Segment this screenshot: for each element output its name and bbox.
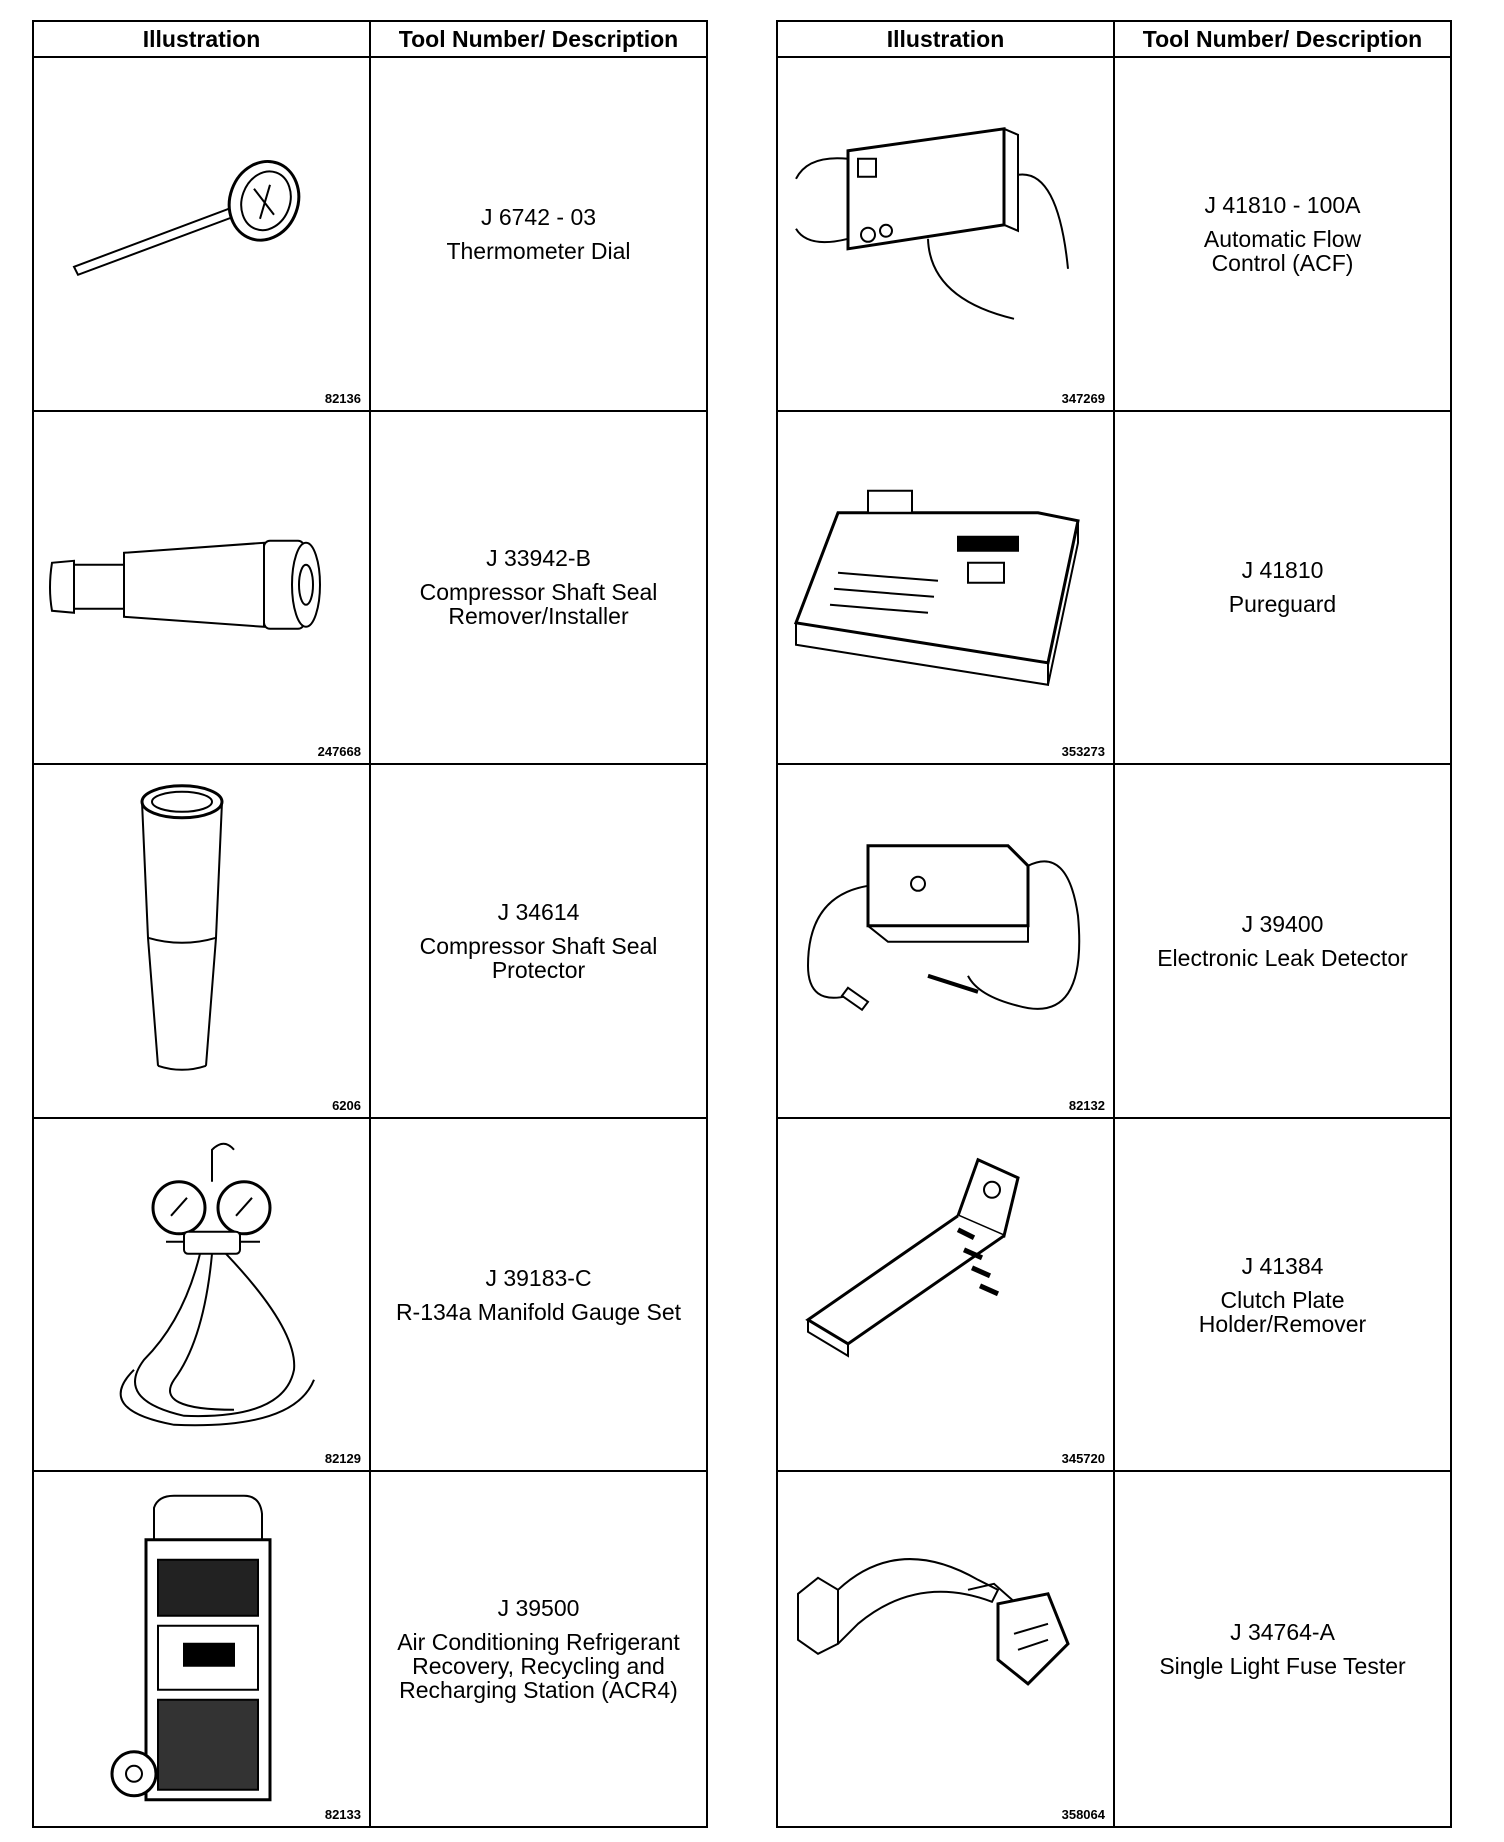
tool-description-cell	[371, 765, 706, 1119]
tool-description-line: Air Conditioning Refrigerant	[397, 1629, 680, 1656]
figure-number: 82129	[324, 1451, 361, 1467]
illustration-cell	[34, 1472, 371, 1826]
tool-number: J 34614	[497, 898, 580, 925]
tool-description-cell	[1115, 1472, 1450, 1826]
tool-description-line: Protector	[491, 956, 586, 983]
tool-number: J 33942-B	[486, 545, 591, 572]
tool-description-cell	[371, 412, 706, 766]
illustration-cell	[778, 412, 1115, 766]
figure-number: 6206	[332, 1097, 361, 1113]
figure-number: 358064	[1061, 1807, 1105, 1822]
header-illustration: Illustration	[34, 22, 371, 58]
tool-description-line: Recovery, Recycling and	[412, 1653, 665, 1680]
tool-number: J 6742 - 03	[480, 203, 597, 230]
tool-table-left	[32, 20, 708, 1828]
tool-description-line: Thermometer Dial	[446, 237, 631, 264]
header-illustration: Illustration	[778, 22, 1115, 58]
tool-number: J 39183-C	[485, 1264, 592, 1291]
tool-number: J 39500	[497, 1595, 580, 1622]
tool-description-cell	[1115, 765, 1450, 1119]
figure-number: 353273	[1061, 744, 1105, 760]
tool-description-line: Automatic Flow	[1203, 225, 1362, 252]
tool-description-cell	[371, 1472, 706, 1826]
tool-description-line: Remover/Installer	[448, 603, 629, 630]
illustration-cell	[34, 412, 371, 766]
tool-description-line: Holder/Remover	[1198, 1310, 1367, 1337]
tool-description-cell	[1115, 58, 1450, 412]
figure-number: 82133	[324, 1807, 361, 1822]
illustration-cell	[34, 1119, 371, 1473]
figure-number: 347269	[1061, 390, 1105, 406]
tool-description-line: Compressor Shaft Seal	[419, 579, 658, 606]
tool-table-right	[776, 20, 1452, 1828]
illustration-cell	[34, 58, 371, 412]
figure-number: 82136	[324, 390, 361, 406]
tool-number: J 34764-A	[1230, 1619, 1335, 1646]
tool-description-cell	[371, 1119, 706, 1473]
figure-number: 247668	[317, 744, 361, 760]
tool-description-line: Single Light Fuse Tester	[1159, 1653, 1406, 1680]
tool-description-line: Electronic Leak Detector	[1157, 944, 1408, 971]
illustration-cell	[778, 58, 1115, 412]
illustration-cell	[778, 1472, 1115, 1826]
tool-number: J 41810	[1241, 557, 1324, 584]
illustration-cell	[34, 765, 371, 1119]
tool-description-line: Compressor Shaft Seal	[419, 932, 658, 959]
illustration-cell	[778, 1119, 1115, 1473]
tool-description-line: Pureguard	[1228, 591, 1337, 618]
tool-number: J 41384	[1241, 1252, 1324, 1279]
header-tool-description: Tool Number/ Description	[371, 22, 706, 58]
figure-number: 345720	[1061, 1451, 1105, 1467]
tool-description-line: Recharging Station (ACR4)	[399, 1677, 678, 1704]
tool-number: J 41810 - 100A	[1204, 191, 1361, 218]
header-tool-description: Tool Number/ Description	[1115, 22, 1450, 58]
tool-description-cell	[1115, 412, 1450, 766]
tool-description-line: Clutch Plate	[1220, 1286, 1345, 1313]
figure-number: 82132	[1068, 1097, 1105, 1113]
illustration-cell	[778, 765, 1115, 1119]
tool-description-line: R-134a Manifold Gauge Set	[395, 1298, 682, 1325]
tool-number: J 39400	[1241, 910, 1324, 937]
tool-description-cell	[1115, 1119, 1450, 1473]
tool-description-line: Control (ACF)	[1211, 249, 1354, 276]
tool-description-cell	[371, 58, 706, 412]
